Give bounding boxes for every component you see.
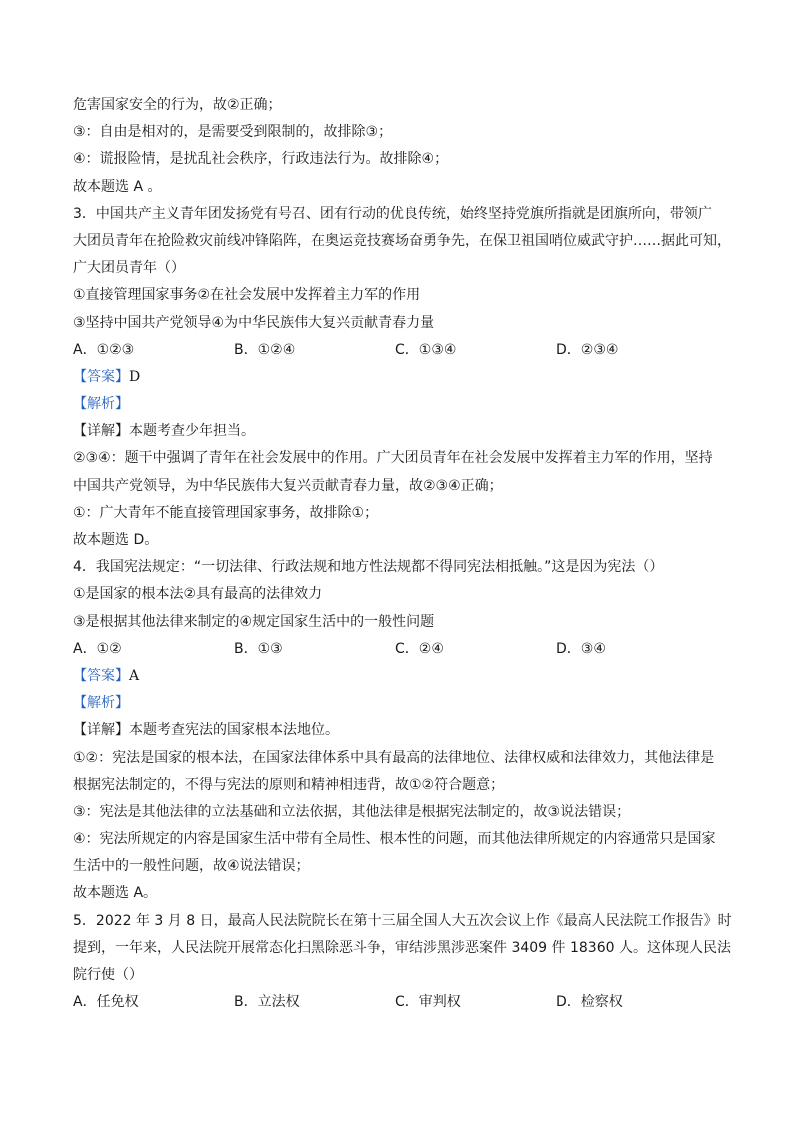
answer-value: A	[129, 667, 140, 684]
q4-option-a: A．①②	[73, 640, 122, 657]
q4-option-d: D．③④	[556, 640, 606, 657]
q4-analysis-line: 生活中的一般性问题，故④说法错误；	[73, 858, 310, 875]
q3-analysis-heading	[73, 391, 733, 418]
q2-analysis-line: ③：自由是相对的，是需要受到限制的，故排除③；	[73, 124, 393, 141]
q4-options	[73, 636, 733, 663]
q4-analysis-line: ①②：宪法是国家的根本法，在国家法律体系中具有最高的法律地位、法律权威和法律效力，其他法律是	[73, 749, 715, 766]
q2-analysis-line: ④：谎报险情，是扰乱社会秩序，行政违法行为。故排除④；	[73, 151, 449, 168]
q3-options	[73, 337, 733, 364]
q3-option-a: A．①②③	[73, 341, 135, 358]
q5-option-d: D．检察权	[556, 994, 623, 1011]
q3-stem: 3．中国共产主义青年团发扬党有号召、团有行动的优良传统，始终坚持党旗所指就是团旗所向，带领广	[73, 205, 712, 222]
q3-conclusion: 故本题选 D。	[73, 532, 159, 548]
q3-answer	[73, 364, 733, 391]
document-body	[73, 92, 733, 1016]
q4-detail	[73, 717, 733, 744]
q5-stem: 5．2022 年 3 月 8 日，最高人民法院院长在第十三届全国人大五次会议上作《最高人民法院工作报告》时	[73, 912, 732, 929]
q4-stem: 4．我国宪法规定：“一切法律、行政法规和地方性法规都不得同宪法相抵触。”这是因为宪法（）	[73, 559, 664, 576]
q3-option-c: C．①③④	[395, 341, 457, 358]
q3-option-d: D．②③④	[556, 341, 619, 358]
q5-option-c: C．审判权	[395, 994, 461, 1011]
q2-analysis-line: 危害国家安全的行为，故②正确；	[73, 97, 282, 113]
answer-value: D	[129, 368, 141, 385]
q5-stem: 院行使（）	[73, 967, 143, 983]
q5-option-a: A．任免权	[73, 994, 139, 1011]
q2-conclusion: 故本题选 A 。	[73, 178, 162, 195]
q5-options	[73, 989, 733, 1016]
q3-statement: ①直接管理国家事务②在社会发展中发挥着主力军的作用	[73, 287, 421, 304]
q4-analysis-heading	[73, 690, 733, 717]
q3-stem: 广大团员青年（）	[73, 260, 185, 277]
q4-analysis-line: 根据宪法制定的，不得与宪法的原则和精神相违背，故①②符合题意；	[73, 776, 505, 793]
q3-detail	[73, 418, 733, 445]
q3-analysis-line: ①：广大青年不能直接管理国家事务，故排除①；	[73, 504, 379, 521]
detail-text: 本题考查少年担当。	[129, 423, 255, 440]
q4-analysis-line: ③：宪法是其他法律的立法基础和立法依据，其他法律是根据宪法制定的，故③说法错误；	[73, 803, 631, 820]
q4-statement: ③是根据其他法律来制定的④规定国家生活中的一般性问题	[73, 613, 435, 630]
detail-tag: 【详解】	[73, 423, 129, 440]
q4-option-c: C．②④	[395, 640, 444, 657]
answer-tag: 【答案】	[73, 667, 129, 684]
q3-statement: ③坚持中国共产党领导④为中华民族伟大复兴贡献青春力量	[73, 314, 435, 331]
q3-analysis-line: 中国共产党领导，为中华民族伟大复兴贡献青春力量，故②③④正确；	[73, 477, 503, 494]
q4-conclusion: 故本题选 A。	[73, 885, 158, 902]
answer-tag: 【答案】	[73, 368, 129, 385]
q4-option-b: B．①③	[234, 640, 283, 657]
q4-answer	[73, 663, 733, 690]
q5-stem: 提到，一年来，人民法院开展常态化扫黑除恶斗争，审结涉黑涉恶案件 3409 件 18360 人。这体现人民法	[73, 939, 731, 956]
analysis-tag: 【解析】	[73, 695, 129, 712]
q3-option-b: B．①②④	[234, 341, 296, 358]
q3-analysis-line: ②③④：题干中强调了青年在社会发展中的作用。广大团员青年在社会发展中发挥着主力军的作用，坚持	[73, 450, 713, 467]
detail-text: 本题考查宪法的国家根本法地位。	[129, 722, 339, 739]
q4-statement: ①是国家的根本法②具有最高的法律效力	[73, 586, 323, 603]
q4-analysis-line: ④：宪法所规定的内容是国家生活中带有全局性、根本性的问题，而其他法律所规定的内容通常只是国家	[73, 831, 716, 848]
q3-stem: 大团员青年在抢险救灾前线冲锋陷阵，在奥运竞技赛场奋勇争先，在保卫祖国哨位威武守护……据此可知，	[73, 232, 731, 249]
analysis-tag: 【解析】	[73, 396, 129, 413]
detail-tag: 【详解】	[73, 722, 129, 739]
q5-option-b: B．立法权	[234, 994, 300, 1011]
